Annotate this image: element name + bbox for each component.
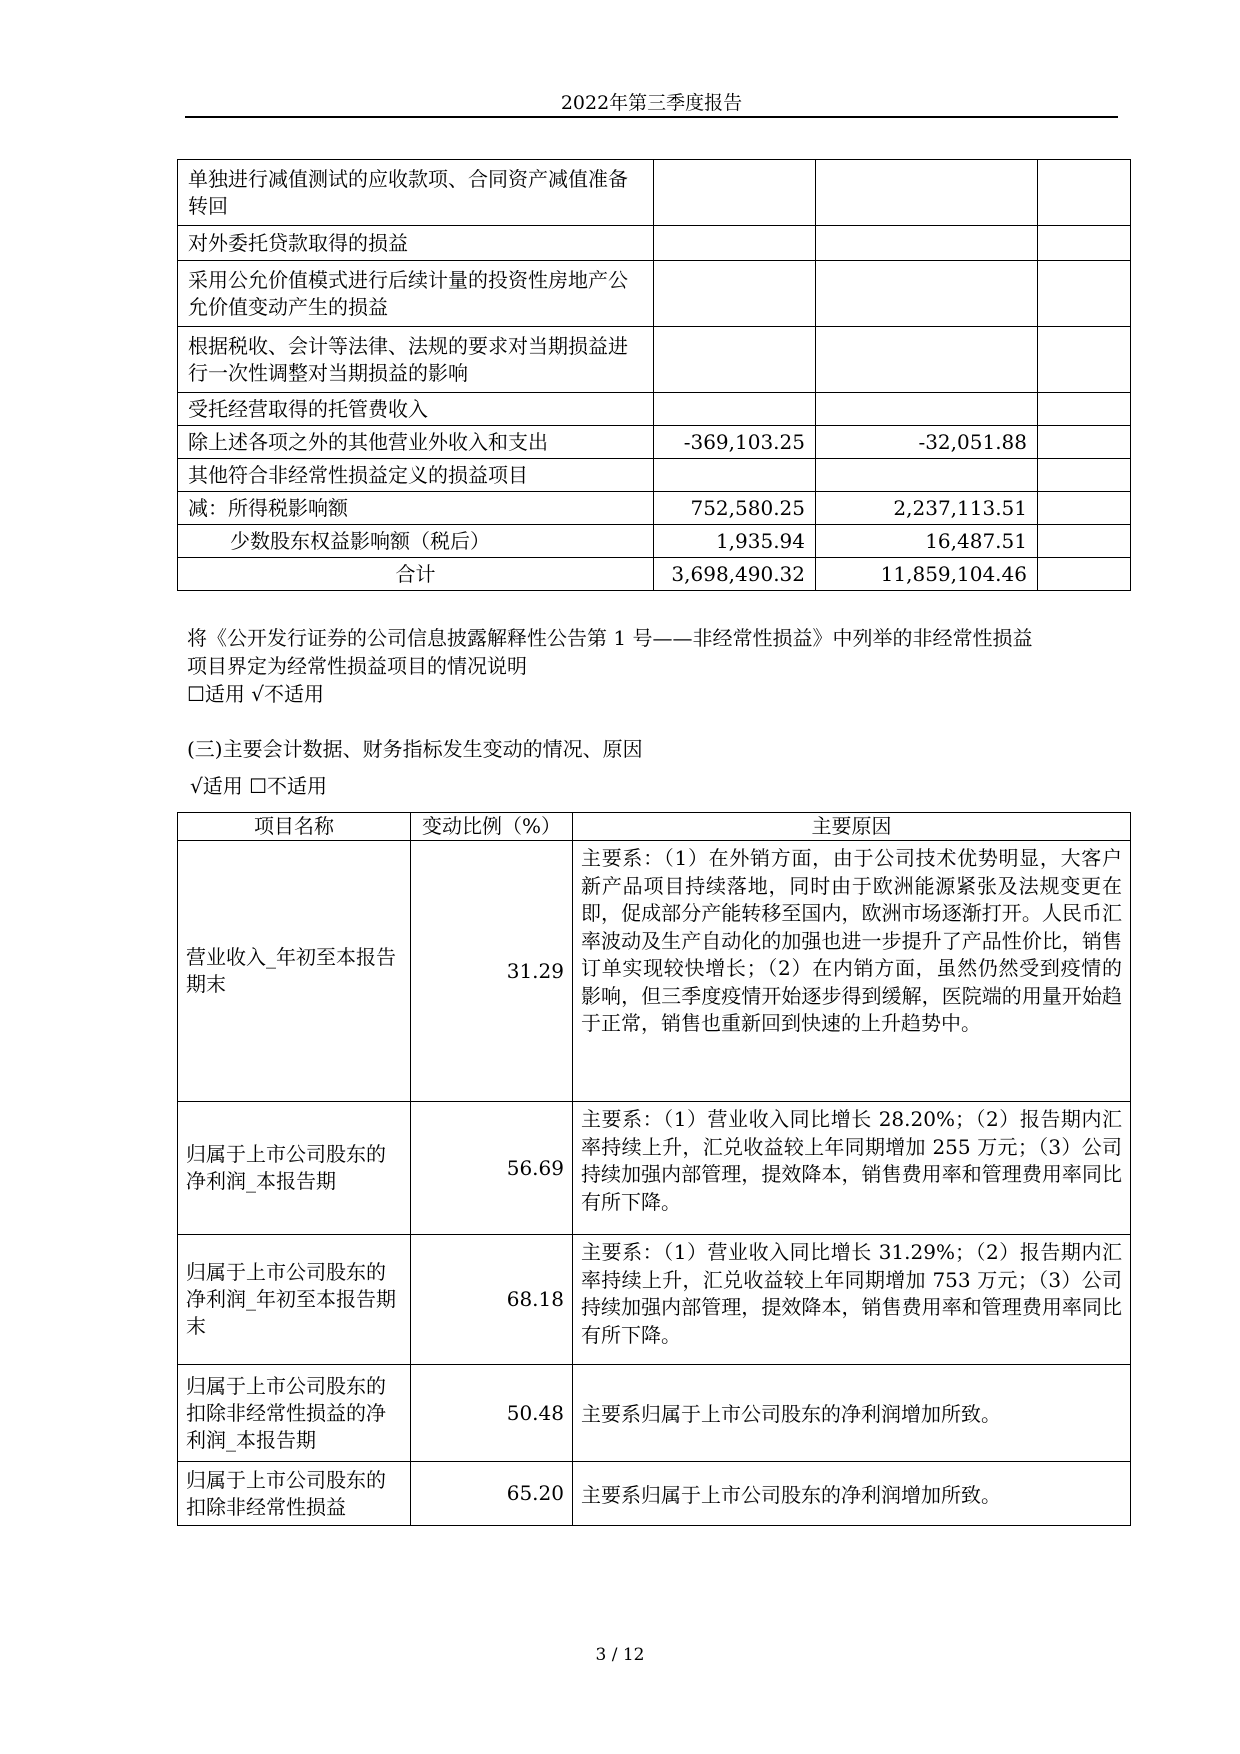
change-reason: 主要系：（1）在外销方面，由于公司技术优势明显，大客户新产品项目持续落地，同时由于欧洲能源紧张及法规变更在即，促成部分产能转移至国内，欧洲市场逐渐打开。人民币汇率波动及生产自动化的加强也进一步提升了产品性价比，销售订单实现较快增长；（2）在内销方面，虽然仍然受到疫情的影响，但三季度疫情开始逐步得到缓解，医院端的用量开始趋于正常，销售也重新回到快速的上升趋势中。 (573, 841, 1131, 1102)
row-label: 对外委托贷款取得的损益 (178, 226, 654, 261)
table-row (178, 558, 1131, 591)
value-cell: 16,487.51 (816, 525, 1038, 558)
page-number: 3 / 12 (595, 1645, 645, 1665)
value-cell (816, 261, 1038, 327)
note-cell (1038, 261, 1131, 327)
header-ratio: 变动比例（%） (411, 813, 573, 841)
note-option: ☐适用 √不适用 (187, 682, 325, 706)
value-cell (816, 459, 1038, 492)
value-cell (816, 393, 1038, 426)
note-cell (1038, 459, 1131, 492)
value-cell (816, 160, 1038, 226)
table-row (178, 459, 1131, 492)
section-title: (三)主要会计数据、财务指标发生变动的情况、原因 (187, 737, 643, 761)
note-cell (1038, 393, 1131, 426)
value-cell (816, 226, 1038, 261)
change-reason: 主要系归属于上市公司股东的净利润增加所致。 (573, 1365, 1131, 1462)
value-cell (654, 160, 816, 226)
item-name: 归属于上市公司股东的净利润_本报告期 (178, 1102, 411, 1235)
row-label: 其他符合非经常性损益定义的损益项目 (178, 459, 654, 492)
table-row (178, 1102, 1131, 1235)
table-row (178, 492, 1131, 525)
change-reason: 主要系：（1）营业收入同比增长 31.29%；（2）报告期内汇率持续上升，汇兑收益较上年同期增加 753 万元；（3）公司持续加强内部管理，提效降本，销售费用率和管理费用率同比有所下降。 (573, 1235, 1131, 1365)
value-cell: 2,237,113.51 (816, 492, 1038, 525)
note-cell (1038, 558, 1131, 591)
table-row (178, 1462, 1131, 1526)
row-label: 采用公允价值模式进行后续计量的投资性房地产公允价值变动产生的损益 (178, 261, 654, 327)
note-cell (1038, 525, 1131, 558)
table-row (178, 160, 1131, 226)
change-ratio: 56.69 (411, 1102, 573, 1235)
item-name: 归属于上市公司股东的净利润_年初至本报告期末 (178, 1235, 411, 1365)
value-cell (654, 393, 816, 426)
table-row (178, 226, 1131, 261)
page-header: 2022年第三季度报告 (560, 92, 743, 114)
table-row (178, 261, 1131, 327)
value-cell: 11,859,104.46 (816, 558, 1038, 591)
row-label: 减：所得税影响额 (178, 492, 654, 525)
item-name: 归属于上市公司股东的扣除非经常性损益的净利润_本报告期 (178, 1365, 411, 1462)
change-ratio: 50.48 (411, 1365, 573, 1462)
section-option: √适用 ☐不适用 (190, 774, 328, 798)
header-divider (185, 116, 1118, 118)
table-row (178, 426, 1131, 459)
table-row (178, 327, 1131, 393)
row-label: 少数股东权益影响额（税后） (178, 525, 654, 558)
value-cell: -32,051.88 (816, 426, 1038, 459)
row-label: 除上述各项之外的其他营业外收入和支出 (178, 426, 654, 459)
value-cell: -369,103.25 (654, 426, 816, 459)
table-row (178, 525, 1131, 558)
row-label: 受托经营取得的托管费收入 (178, 393, 654, 426)
table-row (178, 1235, 1131, 1365)
table-header-row (178, 813, 1131, 841)
row-label: 根据税收、会计等法律、法规的要求对当期损益进行一次性调整对当期损益的影响 (178, 327, 654, 393)
value-cell (654, 261, 816, 327)
note-cell (1038, 327, 1131, 393)
row-label: 单独进行减值测试的应收款项、合同资产减值准备转回 (178, 160, 654, 226)
value-cell (654, 226, 816, 261)
change-reason: 主要系：（1）营业收入同比增长 28.20%；（2）报告期内汇率持续上升，汇兑收益较上年同期增加 255 万元；（3）公司持续加强内部管理，提效降本，销售费用率和管理费用率同比有所下降。 (573, 1102, 1131, 1235)
value-cell (816, 327, 1038, 393)
note-cell (1038, 160, 1131, 226)
item-name: 归属于上市公司股东的扣除非经常性损益 (178, 1462, 411, 1526)
table-row (178, 1365, 1131, 1462)
value-cell: 752,580.25 (654, 492, 816, 525)
value-cell: 1,935.94 (654, 525, 816, 558)
table-row (178, 393, 1131, 426)
note-cell (1038, 492, 1131, 525)
non-recurring-items-table (177, 159, 1131, 591)
changes-table (177, 812, 1131, 1526)
change-reason: 主要系归属于上市公司股东的净利润增加所致。 (573, 1462, 1131, 1526)
change-ratio: 31.29 (411, 841, 573, 1102)
note-line-1: 将《公开发行证券的公司信息披露解释性公告第 1 号——非经常性损益》中列举的非经常性损益 (187, 626, 1033, 650)
value-cell (654, 459, 816, 492)
change-ratio: 65.20 (411, 1462, 573, 1526)
header-name: 项目名称 (178, 813, 411, 841)
table-row (178, 841, 1131, 1102)
value-cell (654, 327, 816, 393)
item-name: 营业收入_年初至本报告期末 (178, 841, 411, 1102)
note-cell (1038, 426, 1131, 459)
value-cell: 3,698,490.32 (654, 558, 816, 591)
row-label: 合计 (178, 558, 654, 591)
header-reason: 主要原因 (573, 813, 1131, 841)
note-line-2: 项目界定为经常性损益项目的情况说明 (187, 654, 527, 678)
note-cell (1038, 226, 1131, 261)
change-ratio: 68.18 (411, 1235, 573, 1365)
